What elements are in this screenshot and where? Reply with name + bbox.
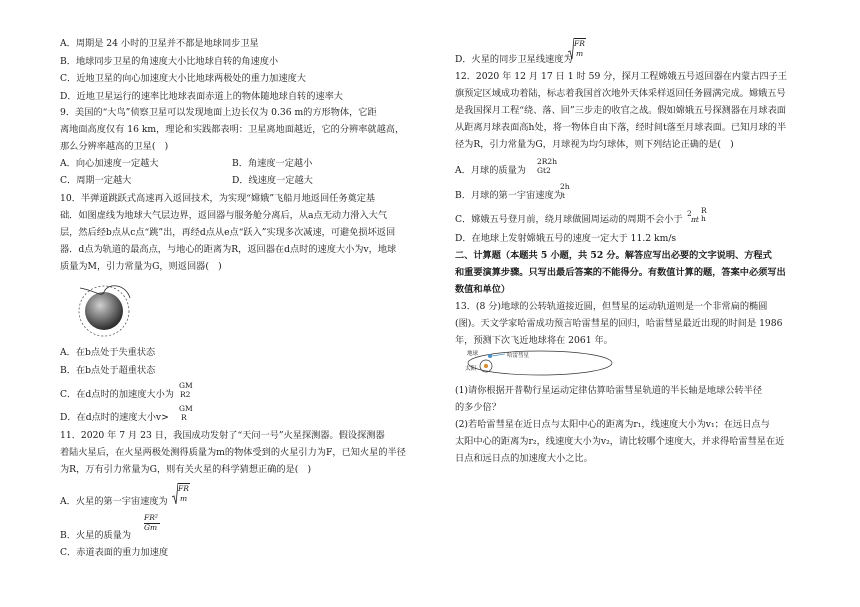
- q12a-denominator: Gt2: [537, 166, 551, 175]
- q10d-denominator: R: [181, 413, 187, 422]
- q9-stem-line-1: 9．美国的“大鸟”侦察卫星可以发现地面上边长仅为 0.36 m的方形物体，它距: [60, 107, 377, 118]
- q9-option-d: D．线速度一定越大: [232, 175, 313, 186]
- q8-option-a: A．周期是 24 小时的卫星并不都是地球同步卫星: [60, 38, 259, 49]
- q11-option-d: D．火星的同步卫星线速度为: [455, 54, 573, 65]
- q11-stem-line-2: 着陆火星后，在火星两极处测得质量为m的物体受到的火星引力为F，已知火星的半径: [60, 447, 406, 458]
- q10d-numerator: GM: [179, 404, 193, 413]
- q11-stem-line-1: 11．2020 年 7 月 23 日，我国成功发射了“天问一号”火星探测器。假设探测器: [60, 430, 385, 441]
- q11d-denominator: m: [576, 49, 584, 58]
- q13-stem-line-1: 13．(8 分)地球的公转轨道接近圆，但彗星的运动轨道则是一个非常扁的椭圆: [455, 301, 768, 312]
- comet-orbit-figure: [455, 348, 615, 378]
- section-2-heading-line-3: 数值和单位）: [455, 284, 511, 295]
- comet-tail: [492, 354, 505, 356]
- q12-option-a: A．月球的质量为: [455, 165, 526, 176]
- q10-stem-line-4: 器．d点为轨道的最高点，与地心的距离为R，返回器在d点时的速度大小为v，地球: [60, 244, 397, 255]
- q10-option-d: D．在d点时的速度大小v>: [60, 412, 169, 423]
- q12b-denominator: t: [562, 191, 566, 200]
- q9-option-c: C．周期一定越大: [60, 175, 132, 186]
- q9-option-a: A．向心加速度一定越大: [60, 158, 159, 169]
- q12c-root-denominator: h: [701, 214, 706, 223]
- q13-part1-line-1: (1)请你根据开普勒行星运动定律估算哈雷彗星轨道的半长轴是地球公转半径: [455, 385, 763, 396]
- q12b-numerator: 2h: [560, 182, 570, 191]
- q10-stem-line-1: 10．半弹道跳跃式高速再入返回技术，为实现“嫦娥”飞船月地返回任务奠定基: [60, 193, 376, 204]
- section-2-heading-line-2: 和重要演算步骤。只写出最后答案的不能得分。有数值计算的题，答案中必须写出: [455, 267, 786, 278]
- q11-option-a: A．火星的第一宇宙速度为: [60, 496, 168, 507]
- q10c-denominator: R2: [180, 390, 191, 399]
- q9-stem-line-3: 那么分辨率越高的卫星( ): [60, 141, 169, 152]
- q9-option-b: B．角速度一定越小: [232, 158, 313, 169]
- q13-part2-line-2: 太阳中心的距离为r₂，线速度大小为v₂，请比较哪个速度大，并求得哈雷彗星在近: [455, 436, 785, 447]
- q10-stem-line-3: 层，然后经b点从c点“跳”出，再经d点从e点“跃入”实现多次减速，可避免损坏返回: [60, 227, 396, 238]
- q10-option-a: A．在b点处于失重状态: [60, 347, 156, 358]
- q10-option-b: B．在b点处于超重状态: [60, 365, 156, 376]
- q10-option-c: C．在d点时的加速度大小为: [60, 389, 174, 400]
- q13-stem-line-3: 年，预测下次飞近地球将在 2061 年。: [455, 335, 613, 346]
- q12-option-d: D．在地球上发射嫦娥五号的速度一定大于 11.2 km/s: [455, 233, 677, 244]
- q11-option-c: C．赤道表面的重力加速度: [60, 547, 169, 558]
- q12-stem-line-3: 是我国探月工程“绕、落、回”三步走的收官之战。假如嫦娥五号探测器在月球表面: [455, 105, 786, 116]
- earth-globe: [85, 292, 123, 330]
- q12c-root-numerator: R: [701, 206, 707, 215]
- q11-stem-line-3: 为R，万有引力常量为G，则有关火星的科学猜想正确的是( ): [60, 464, 312, 475]
- reentry-orbit-figure: [74, 280, 138, 338]
- q8-option-c: C．近地卫星的向心加速度大小比地球两极处的重力加速度大: [60, 73, 306, 84]
- q13-part2-line-3: 日点和远日点的加速度大小之比。: [455, 453, 593, 464]
- sun-icon: [484, 364, 488, 368]
- section-2-heading-line-1: 二、计算题（本题共 5 小题，共 52 分。解答应写出必要的文字说明、方程式: [455, 250, 772, 261]
- q10-stem-line-2: 础．如图虚线为地球大气层边界，返回器与服务舱分离后，从a点无动力滑入大气: [60, 210, 388, 221]
- q12c-coefficient: 2: [687, 209, 692, 218]
- q13-stem-line-2: (图)。天文学家哈雷成功预言哈雷彗星的回归，哈雷彗星最近出现的时间是 1986: [455, 318, 783, 329]
- q8-option-b: B．地球同步卫星的角速度大小比地球自转的角速度小: [60, 56, 279, 67]
- fig-label-comet: 哈雷彗星: [507, 353, 530, 359]
- q12-stem-line-2: 旗预定区域成功着陆，标志着我国首次地外天体采样返回任务圆满完成。嫦娥五号: [455, 88, 786, 99]
- q12a-numerator: 2R2h: [537, 157, 558, 166]
- q12-stem-line-4: 从距离月球表面高h处，将一物体自由下落，经时间t落至月球表面。已知月球的半: [455, 122, 787, 133]
- q11a-denominator: m: [180, 494, 188, 503]
- fig-label-sun: 太阳: [465, 366, 477, 372]
- q9-stem-line-2: 离地面高度仅有 16 km，理论和实践都表明：卫星离地面越近，它的分辨率就越高，: [60, 124, 405, 135]
- q11a-numerator: FR: [178, 484, 189, 493]
- q12-stem-line-5: 径为R，引力常量为G，月球视为均匀球体，则下列结论正确的是( ): [455, 139, 734, 150]
- q10-stem-line-5: 质量为M，引力常量为G，则返回器( ): [60, 261, 222, 272]
- q13-part2-line-1: (2)若哈雷彗星在近日点与太阳中心的距离为r₁，线速度大小为v₁；在远日点与: [455, 419, 770, 430]
- q10c-numerator: GM: [179, 381, 193, 390]
- q11b-numerator: FR²: [144, 513, 158, 522]
- q12-option-c: C．嫦娥五号登月前，绕月球做圆周运动的周期不会小于: [455, 214, 683, 225]
- q12-stem-line-1: 12．2020 年 12 月 17 日 1 时 59 分，探月工程嫦娥五号返回器在内蒙古四子王: [455, 71, 787, 82]
- q13-part1-line-2: 的多少倍？: [455, 402, 501, 413]
- comet-icon: [488, 354, 492, 358]
- q12c-expression: πt: [691, 215, 699, 224]
- q11-option-b: B．火星的质量为: [60, 530, 132, 541]
- q12-option-b: B．月球的第一宇宙速度为: [455, 190, 563, 201]
- q8-option-d: D．近地卫星运行的速率比地球表面赤道上的物体随地球自转的速率大: [60, 91, 343, 102]
- q11d-numerator: FR: [574, 39, 585, 48]
- q11b-denominator: Gm: [144, 523, 158, 532]
- fig-label-earth: 地球: [467, 351, 479, 357]
